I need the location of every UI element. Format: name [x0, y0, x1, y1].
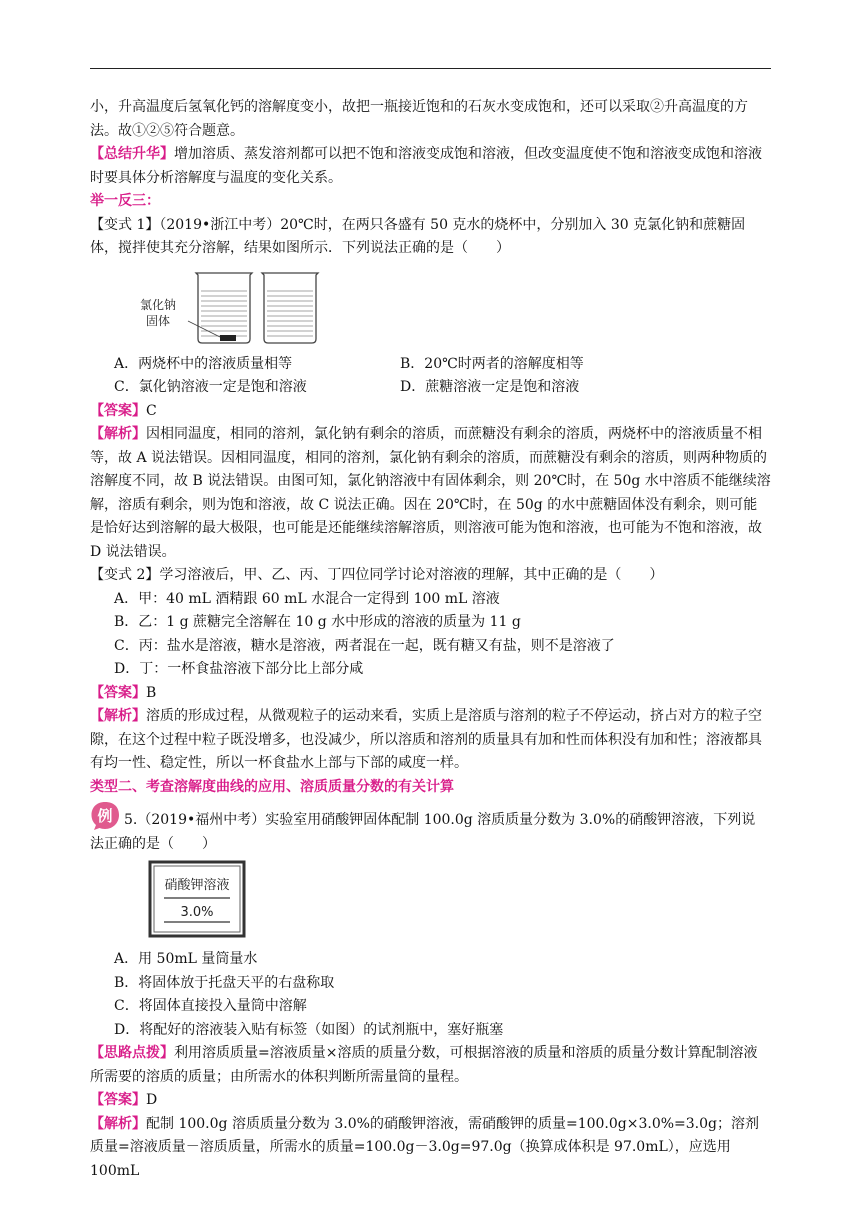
- example5-first-line: [90, 801, 771, 833]
- summary-tag: 【总结升华】: [90, 146, 174, 162]
- summary-paragraph: [90, 143, 771, 190]
- reagent-label-figure: [148, 860, 771, 942]
- option-b: B．将固体放于托盘天平的右盘称取: [114, 974, 335, 991]
- variant1-analysis: [90, 423, 771, 564]
- analysis-text: 因相同温度，相同的溶剂，氯化钠有剩余的溶质，而蔗糖没有剩余的溶质，两烧杯中的溶液质量不相等，故 A 说法错误。因相同温度，相同的溶剂，氯化钠有剩余的溶质，而蔗糖没有剩余的溶质，则两种物质的溶解度不同，故 B 说法错误。由图可知，氯化钠溶液中有固体剩余，则 20℃时，在 50g 水中溶质不能继续溶解，溶质有剩余，则为饱和溶液，故 C 说法正确。因在 20℃时，在 50g 的水中蔗糖固体没有剩余，则可能是恰好达到溶解的最大极限，也可能是还能继续溶解溶质，则溶液可能为饱和溶液，也可能为不饱和溶液，故 D 说法错误。: [90, 426, 771, 560]
- option-d: D．将配好的溶液装入贴有标签（如图）的试剂瓶中，塞好瓶塞: [114, 1021, 504, 1038]
- label-percentage: 3.0%: [180, 905, 214, 920]
- answer-tag: 【答案】: [90, 684, 146, 701]
- analysis-text: 溶质的形成过程，从微观粒子的运动来看，实质上是溶质与溶剂的粒子不停运动，挤占对方的粒子空隙，在这个过程中粒子既没增多，也没减少，所以溶质和溶剂的质量具有加和性而体积没有加和性；溶液都具有均一性、稳定性，所以一杯食盐水上部与下部的咸度一样。: [90, 708, 762, 771]
- variant1-options-row2: [90, 376, 771, 400]
- option-c: C．将固体直接投入量筒中溶解: [114, 998, 307, 1014]
- hint-tag: 【思路点拨】: [90, 1045, 174, 1061]
- option-d: D．丁：一杯食盐溶液下部分比上部分咸: [114, 661, 364, 677]
- answer-tag: 【答案】: [90, 1092, 146, 1108]
- analysis-text: 配制 100.0g 溶质质量分数为 3.0%的硝酸钾溶液，需硝酸钾的质量=100.0g×3.0%=3.0g；溶剂质量=溶液质量－溶质质量，所需水的质量=100.0g－3.0g=97.0g（换算成体积是 97.0mL），应选用 100mL: [90, 1115, 759, 1179]
- variant2-question: 【变式 2】学习溶液后，甲、乙、丙、丁四位同学讨论对溶液的理解，其中正确的是（ ）: [90, 567, 664, 583]
- document-body: [90, 96, 771, 1183]
- option-a: A．两烧杯中的溶液质量相等: [114, 355, 293, 372]
- option-b: B．20℃时两者的溶解度相等: [400, 355, 584, 372]
- question5-rest: 法正确的是（ ）: [90, 835, 216, 852]
- type2-heading: 类型二、考查溶解度曲线的应用、溶质质量分数的有关计算: [90, 778, 454, 795]
- variant1-question: 【变式 1】（2019•浙江中考）20℃时，在两只各盛有 50 克水的烧杯中，分别加入 30 克氯化钠和蔗糖固体，搅拌使其充分溶解，结果如图所示．下列说法正确的是（ ）: [90, 216, 746, 256]
- figure-label-line1: 氯化钠: [140, 297, 177, 312]
- option-c: C．氯化钠溶液一定是饱和溶液: [114, 379, 307, 395]
- question5-analysis: [90, 1113, 771, 1184]
- option-a: A．用 50mL 量筒量水: [114, 951, 258, 967]
- question5-hint: [90, 1042, 771, 1089]
- question5-first: 5.（2019•福州中考）实验室用硝酸钾固体配制 100.0g 溶质质量分数为 3.0%的硝酸钾溶液，下列说: [124, 812, 756, 828]
- figure-label-line2: 固体: [146, 313, 171, 328]
- reagent-label-illustration: [148, 860, 248, 940]
- option-c: C．丙：盐水是溶液，糖水是溶液，两者混在一起，既有糖又有盐，则不是溶液了: [114, 637, 615, 654]
- beakers-figure: [140, 269, 771, 347]
- variant2-analysis: [90, 705, 771, 776]
- variant1-answer: [90, 400, 771, 424]
- variant1-options-row1: [90, 353, 771, 377]
- paragraph-continued: 小，升高温度后氢氧化钙的溶解度变小，故把一瓶接近饱和的石灰水变成饱和，还可以采取②升高温度的方法。故①②⑤符合题意。: [90, 99, 748, 139]
- option-a: A．甲：40 mL 酒精跟 60 mL 水混合一定得到 100 mL 溶液: [114, 590, 500, 607]
- analysis-tag: 【解析】: [90, 1115, 146, 1132]
- option-d: D．蔗糖溶液一定是饱和溶液: [400, 379, 580, 395]
- hint-text: 利用溶质质量=溶液质量×溶质的质量分数，可根据溶液的质量和溶质的质量分数计算配制溶液所需要的溶质的质量；由所需水的体积判断所需量筒的量程。: [90, 1045, 758, 1085]
- answer-value: C: [146, 402, 157, 419]
- example-badge-icon: [90, 801, 120, 831]
- variant2-answer: [90, 682, 771, 706]
- header-rule: [90, 68, 771, 69]
- juyi-heading: 举一反三：: [90, 193, 160, 209]
- beakers-illustration: [140, 269, 370, 347]
- summary-text: 增加溶质、蒸发溶剂都可以把不饱和溶液变成饱和溶液，但改变温度使不饱和溶液变成饱和溶液时要具体分析溶解度与温度的变化关系。: [90, 146, 762, 186]
- analysis-tag: 【解析】: [90, 426, 146, 442]
- question5-answer: [90, 1089, 771, 1113]
- label-title: 硝酸钾溶液: [164, 878, 230, 893]
- answer-value: B: [146, 684, 157, 701]
- answer-value: D: [146, 1092, 158, 1108]
- option-b: B．乙：1 g 蔗糖完全溶解在 10 g 水中形成的溶液的质量为 11 g: [114, 614, 521, 630]
- analysis-tag: 【解析】: [90, 708, 146, 724]
- answer-tag: 【答案】: [90, 402, 146, 419]
- example-badge-label: 例: [97, 807, 113, 825]
